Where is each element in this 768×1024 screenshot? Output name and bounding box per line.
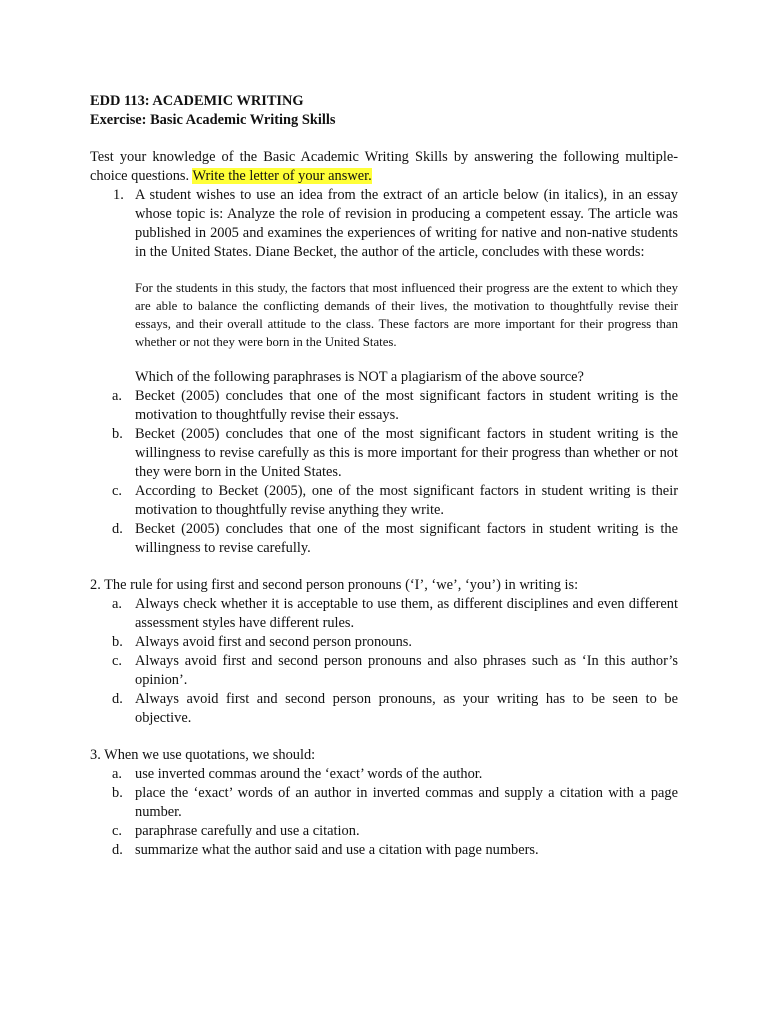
option-letter: a. <box>112 388 122 404</box>
option-letter: d. <box>112 842 123 858</box>
option-text: use inverted commas around the ‘exact’ words of the author. <box>135 766 483 782</box>
question-1-options <box>90 387 678 558</box>
question-1-prompt: Which of the following paraphrases is NOT a plagiarism of the above source? <box>135 369 584 385</box>
highlighted-instruction: Write the letter of your answer. <box>192 168 372 184</box>
option-letter: b. <box>112 634 123 650</box>
option-1d <box>90 520 678 558</box>
option-3b <box>90 784 678 822</box>
option-2a <box>90 595 678 633</box>
option-letter: c. <box>112 653 122 669</box>
question-3-stem: 3. When we use quotations, we should: <box>90 747 316 763</box>
option-letter: a. <box>112 766 122 782</box>
question-1-text: A student wishes to use an idea from the extract of an article below (in italics), in an essay whose topic is: Analyze the role of revision in producing a competent essay. The article was published in 2005 and examines the experiences of writing for native and non-native students in the United States. Diane Becket, the author of the article, concludes with these words: <box>135 187 678 260</box>
option-1b <box>90 425 678 482</box>
document-page <box>90 92 678 860</box>
question-1-number: 1. <box>113 187 124 203</box>
option-text: paraphrase carefully and use a citation. <box>135 823 360 839</box>
option-text: Always avoid first and second person pronouns. <box>135 634 412 650</box>
option-2c <box>90 652 678 690</box>
option-letter: b. <box>112 426 123 442</box>
option-3c <box>90 822 678 841</box>
option-text: Always avoid first and second person pronouns, as your writing has to be seen to be objective. <box>135 691 678 726</box>
option-1c <box>90 482 678 520</box>
question-3-options <box>90 765 678 860</box>
article-extract: For the students in this study, the factors that most influenced their progress are the extent to which they are able to balance the conflicting demands of their lives, the motivation to thoughtfully revise their essays, and their overall attitude to the class. These factors are more important for their progress than whether or not they were born in the United States. <box>135 281 678 349</box>
option-text: summarize what the author said and use a citation with page numbers. <box>135 842 539 858</box>
question-2-stem: 2. The rule for using first and second person pronouns (‘I’, ‘we’, ‘you’) in writing is: <box>90 577 579 593</box>
option-letter: d. <box>112 691 123 707</box>
option-text: place the ‘exact’ words of an author in inverted commas and supply a citation with a page number. <box>135 785 678 820</box>
option-letter: c. <box>112 823 122 839</box>
exercise-title: Exercise: Basic Academic Writing Skills <box>90 112 336 128</box>
option-text: Becket (2005) concludes that one of the most significant factors in student writing is the willingness to revise carefully as this is more important for their progress than whether or not they were born in the United States. <box>135 426 678 480</box>
option-1a <box>90 387 678 425</box>
option-3d <box>90 841 678 860</box>
option-letter: c. <box>112 483 122 499</box>
option-3a <box>90 765 678 784</box>
option-text: Always check whether it is acceptable to use them, as different disciplines and even different assessment styles have different rules. <box>135 596 678 631</box>
instructions-text: Test your knowledge of the Basic Academic Writing Skills by answering the following multiple-choice questions. <box>90 149 678 184</box>
course-title: EDD 113: ACADEMIC WRITING <box>90 93 304 109</box>
question-2-options <box>90 595 678 728</box>
option-letter: b. <box>112 785 123 801</box>
instructions <box>90 148 678 186</box>
option-text: According to Becket (2005), one of the most significant factors in student writing is their motivation to thoughtfully revise anything they write. <box>135 483 678 518</box>
option-letter: d. <box>112 521 123 537</box>
option-2b <box>90 633 678 652</box>
option-letter: a. <box>112 596 122 612</box>
option-text: Becket (2005) concludes that one of the most significant factors in student writing is the willingness to revise carefully. <box>135 521 678 556</box>
question-1 <box>90 186 678 387</box>
option-text: Always avoid first and second person pronouns and also phrases such as ‘In this author’s opinion’. <box>135 653 678 688</box>
option-2d <box>90 690 678 728</box>
option-text: Becket (2005) concludes that one of the most significant factors in student writing is the motivation to thoughtfully revise their essays. <box>135 388 678 423</box>
